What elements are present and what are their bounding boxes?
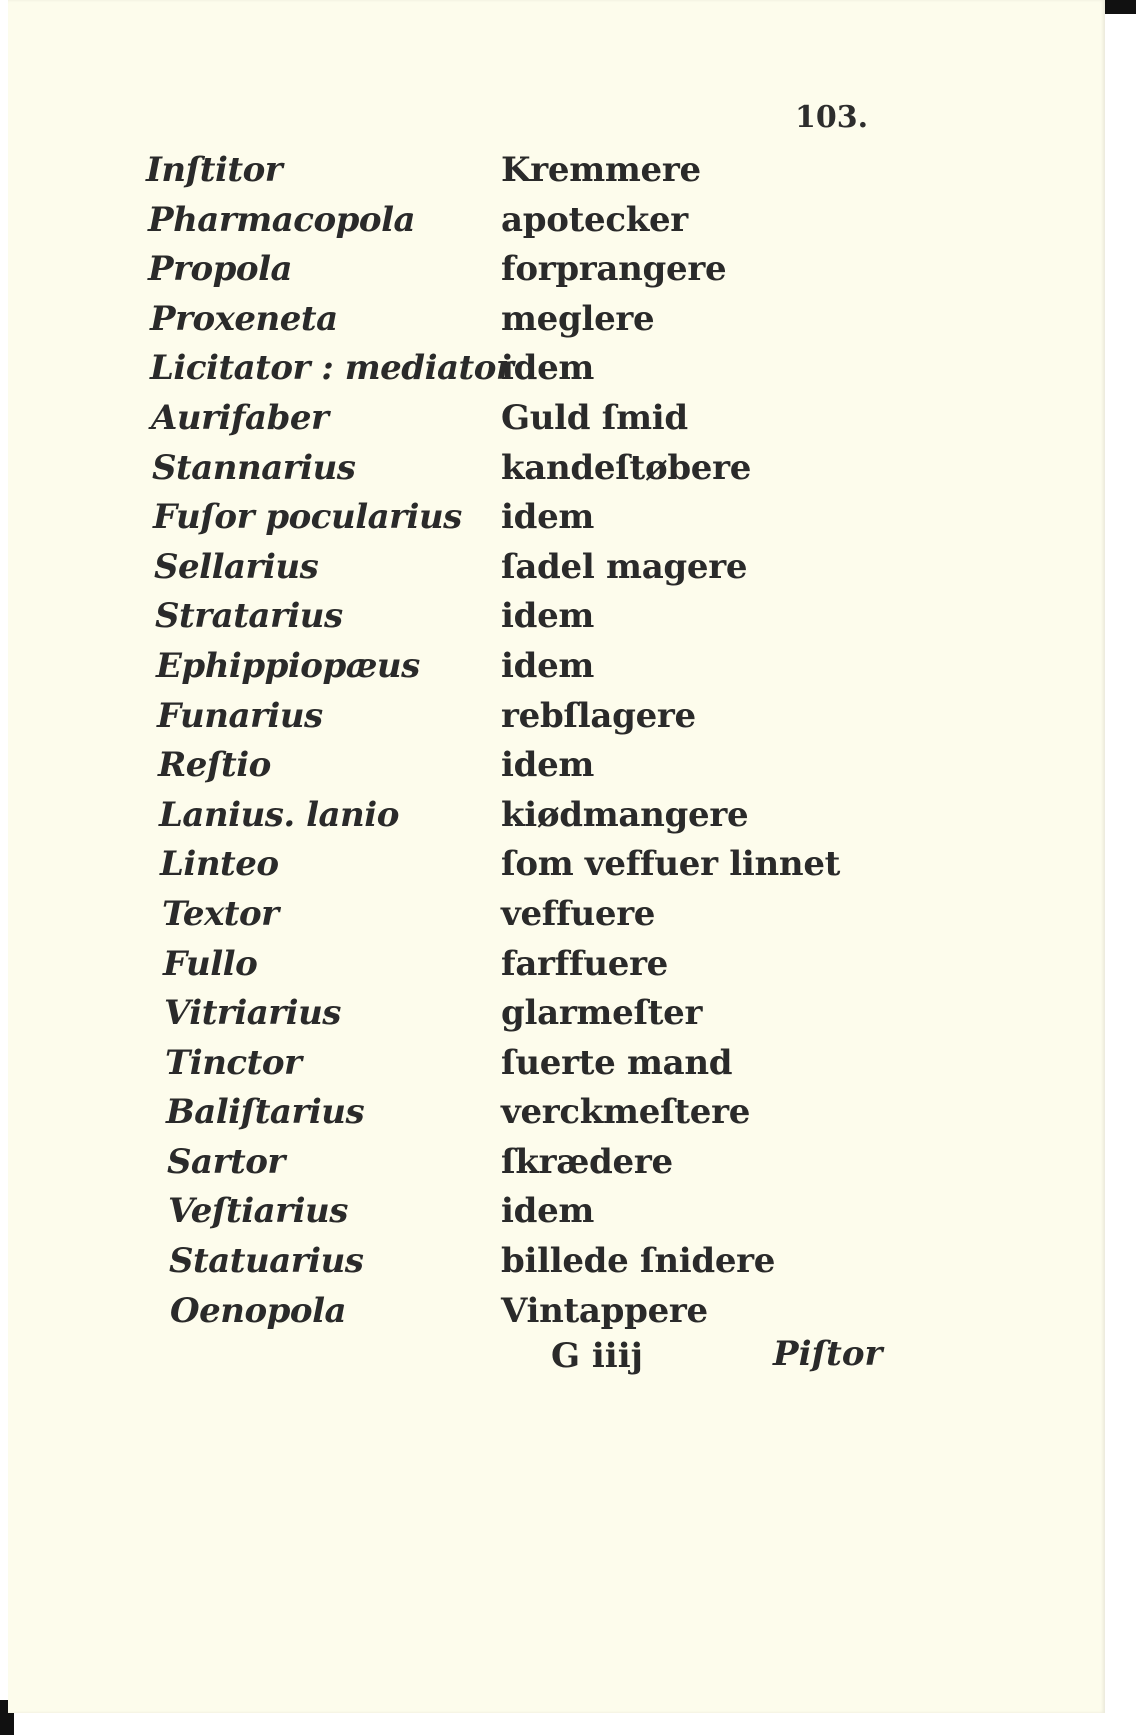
glossary-row <box>8 545 1105 595</box>
signature-mark: G iiij <box>551 1336 643 1376</box>
danish-term: verckmeſtere <box>501 1092 751 1133</box>
danish-term: apotecker <box>501 199 688 240</box>
page-number: 103. <box>795 100 869 135</box>
glossary-row <box>8 446 1105 496</box>
glossary-row <box>8 1140 1105 1190</box>
latin-term: Vitriarius <box>164 993 341 1034</box>
glossary-row <box>8 892 1105 942</box>
latin-term: Oenopola <box>170 1290 347 1331</box>
latin-term: Tinctor <box>165 1042 302 1083</box>
glossary-list <box>8 148 1105 1338</box>
latin-term: Ephippiopæus <box>156 645 420 686</box>
book-page <box>8 0 1105 1713</box>
latin-term: Funarius <box>157 695 323 736</box>
glossary-row <box>8 793 1105 843</box>
latin-term: Aurifaber <box>151 397 329 438</box>
glossary-row <box>8 1189 1105 1239</box>
danish-term: idem <box>501 596 595 637</box>
glossary-row <box>8 396 1105 446</box>
danish-term: ſom veffuer linnet <box>501 844 841 885</box>
danish-term: forprangere <box>501 249 727 290</box>
latin-term: Propola <box>148 249 293 290</box>
latin-term: Fullo <box>163 943 258 984</box>
latin-term: Licitator : mediator <box>150 348 514 389</box>
danish-term: idem <box>501 745 595 786</box>
glossary-row <box>8 1090 1105 1140</box>
danish-term: glarmeſter <box>501 993 703 1034</box>
glossary-row <box>8 743 1105 793</box>
catchword: Piſtor <box>773 1334 883 1374</box>
glossary-row <box>8 198 1105 248</box>
latin-term: Sellarius <box>154 546 319 587</box>
latin-term: Reſtio <box>158 745 271 786</box>
danish-term: idem <box>501 1191 595 1232</box>
danish-term: ſadel magere <box>501 546 748 587</box>
danish-term: ſkrædere <box>501 1141 673 1182</box>
danish-term: kandeſtøbere <box>501 447 752 488</box>
latin-term: Pharmacopola <box>148 199 416 240</box>
latin-term: Veſtiarius <box>168 1191 348 1232</box>
latin-term: Stratarius <box>155 596 343 637</box>
glossary-row <box>8 346 1105 396</box>
danish-term: billede ſnidere <box>501 1241 776 1282</box>
latin-term: Sartor <box>167 1141 285 1182</box>
latin-term: Linteo <box>160 844 279 885</box>
latin-term: Fuſor pocularius <box>153 497 462 538</box>
latin-term: Proxeneta <box>150 298 338 339</box>
glossary-row <box>8 1041 1105 1091</box>
danish-term: veffuere <box>501 893 656 934</box>
glossary-row <box>8 842 1105 892</box>
danish-term: Guld ſmid <box>501 397 688 438</box>
danish-term: idem <box>501 497 595 538</box>
glossary-row <box>8 247 1105 297</box>
danish-term: rebſlagere <box>501 695 696 736</box>
latin-term: Lanius. lanio <box>159 794 399 835</box>
glossary-row <box>8 594 1105 644</box>
danish-term: idem <box>501 645 595 686</box>
danish-term: ſuerte mand <box>501 1042 733 1083</box>
latin-term: Textor <box>162 893 279 934</box>
latin-term: Inſtitor <box>146 150 283 190</box>
glossary-row <box>8 1239 1105 1289</box>
danish-term: meglere <box>501 298 655 339</box>
latin-term: Statuarius <box>169 1241 364 1282</box>
danish-term: Kremmere <box>501 150 701 190</box>
glossary-row <box>8 644 1105 694</box>
latin-term: Baliſtarius <box>166 1092 365 1133</box>
latin-term: Stannarius <box>152 447 356 488</box>
glossary-row <box>8 148 1105 198</box>
glossary-row <box>8 1289 1105 1339</box>
danish-term: idem <box>501 348 595 389</box>
danish-term: kiødmangere <box>501 794 749 835</box>
glossary-row <box>8 297 1105 347</box>
danish-term: farffuere <box>501 943 669 984</box>
glossary-row <box>8 694 1105 744</box>
glossary-row <box>8 991 1105 1041</box>
danish-term: Vintappere <box>501 1290 708 1331</box>
glossary-row <box>8 942 1105 992</box>
scan-border-top <box>1104 0 1136 14</box>
glossary-row <box>8 495 1105 545</box>
